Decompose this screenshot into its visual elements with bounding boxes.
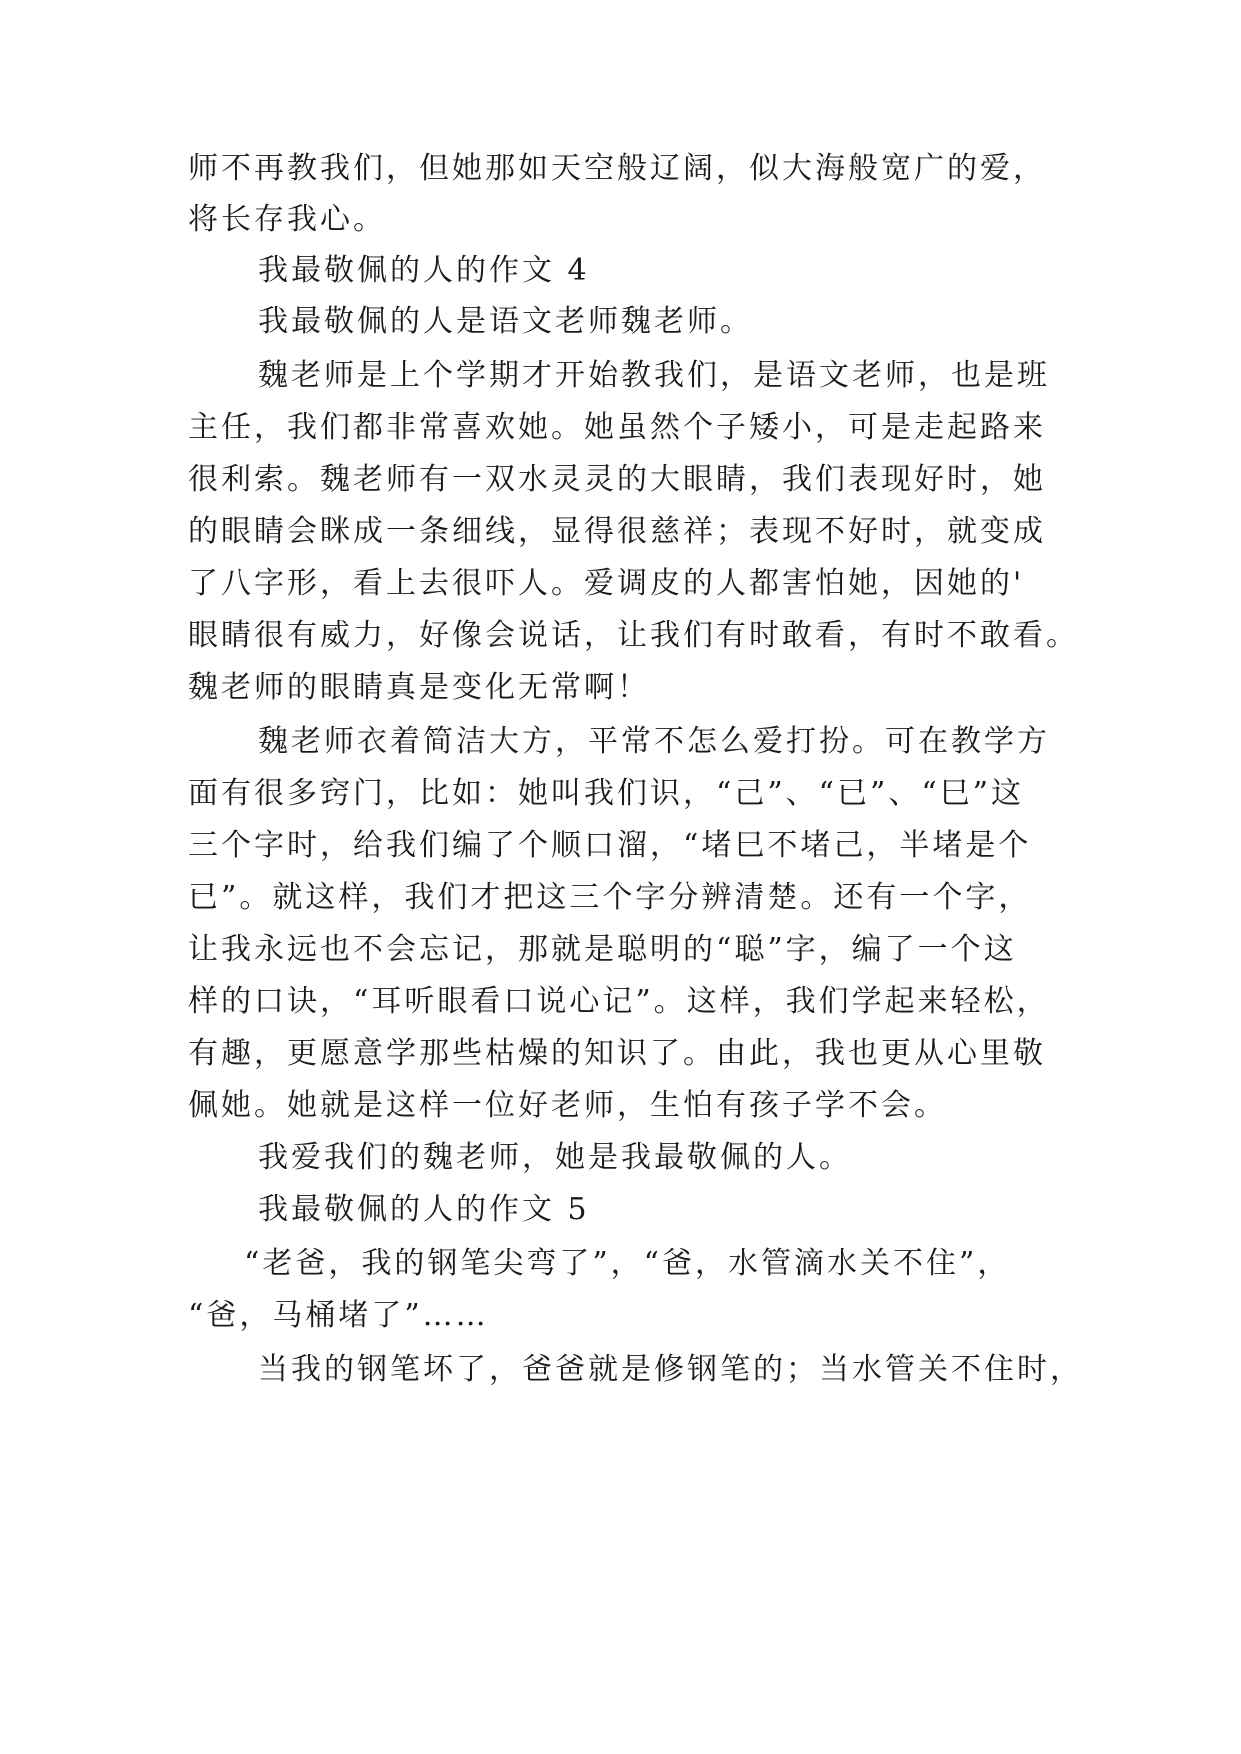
text-line: “爸，马桶堵了”…… <box>188 1298 489 1333</box>
text-line: 已”。就这样，我们才把这三个字分辨清楚。还有一个字， <box>188 880 1032 915</box>
text-line: 师不再教我们，但她那如天空般辽阔，似大海般宽广的爱， <box>188 151 1046 186</box>
text-line: 主任，我们都非常喜欢她。她虽然个子矮小，可是走起路来 <box>188 410 1046 445</box>
text-line: 魏老师的眼睛真是变化无常啊！ <box>188 670 650 705</box>
text-line: 很利索。魏老师有一双水灵灵的大眼睛，我们表现好时，她 <box>188 462 1046 497</box>
text-line: “老爸，我的钢笔尖弯了”，“爸，水管滴水关不住”， <box>244 1246 1011 1281</box>
text-line: 有趣，更愿意学那些枯燥的知识了。由此，我也更从心里敬 <box>188 1036 1046 1071</box>
text-line: 佩她。她就是这样一位好老师，生怕有孩子学不会。 <box>188 1088 947 1123</box>
text-line: 了八字形，看上去很吓人。爱调皮的人都害怕她，因她的' <box>188 566 1025 601</box>
text-line: 的眼睛会眯成一条细线，显得很慈祥；表现不好时，就变成 <box>188 514 1046 549</box>
text-line: 面有很多窍门，比如：她叫我们识，“己”、“已”、“巳”这 <box>188 776 1025 811</box>
text-line: 魏老师衣着简洁大方，平常不怎么爱打扮。可在教学方 <box>258 724 1050 759</box>
text-line: 当我的钢笔坏了，爸爸就是修钢笔的；当水管关不住时， <box>258 1352 1083 1387</box>
text-line: 三个字时，给我们编了个顺口溜，“堵巳不堵己，半堵是个 <box>188 828 1032 863</box>
text-line: 样的口诀，“耳听眼看口说心记”。这样，我们学起来轻松， <box>188 984 1050 1019</box>
text-line: 眼睛很有威力，好像会说话，让我们有时敢看，有时不敢看。 <box>188 618 1079 653</box>
text-line: 魏老师是上个学期才开始教我们，是语文老师，也是班 <box>258 358 1050 393</box>
section-heading: 我最敬佩的人的作文 4 <box>258 253 590 288</box>
section-heading: 我最敬佩的人的作文 5 <box>258 1192 590 1227</box>
text-line: 将长存我心。 <box>188 202 386 237</box>
text-line: 让我永远也不会忘记，那就是聪明的“聪”字，编了一个这 <box>188 932 1017 967</box>
text-line: 我最敬佩的人是语文老师魏老师。 <box>258 304 753 339</box>
text-line: 我爱我们的魏老师，她是我最敬佩的人。 <box>258 1140 852 1175</box>
